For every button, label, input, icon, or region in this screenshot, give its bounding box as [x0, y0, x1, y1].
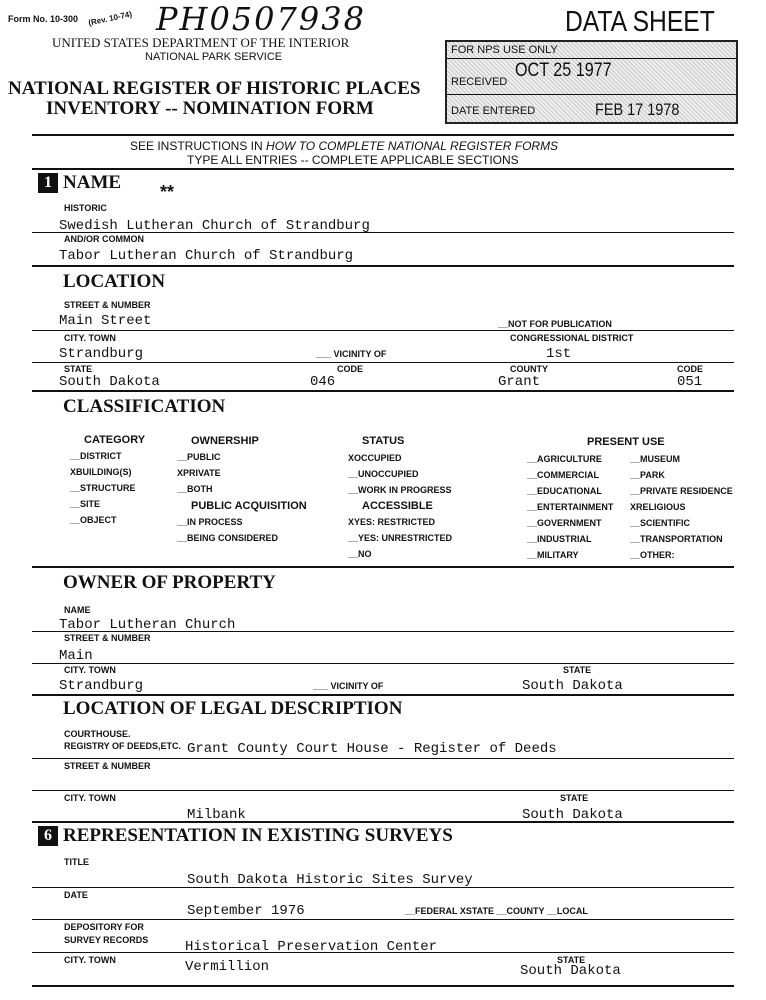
state-value: South Dakota: [59, 374, 160, 390]
instructions-line1: [130, 139, 558, 153]
rule: [32, 168, 734, 170]
status-option: __UNOCCUPIED: [348, 469, 419, 479]
rule: [32, 566, 734, 568]
form-revision: (Rev. 10-74): [87, 9, 133, 28]
survey-title-value: South Dakota Historic Sites Survey: [187, 872, 473, 888]
received-date-stamp: OCT 25 1977: [515, 60, 612, 81]
rule: [32, 919, 734, 920]
county-label: COUNTY: [510, 364, 548, 374]
legal-state-value: South Dakota: [522, 807, 623, 823]
street-value: Main Street: [59, 313, 152, 329]
owner-state-value: South Dakota: [522, 678, 623, 694]
historic-name-value: Swedish Lutheran Church of Strandburg: [59, 218, 370, 234]
category-heading: CATEGORY: [84, 434, 146, 446]
present-use-option: __AGRICULTURE: [527, 454, 602, 464]
status-list: [348, 453, 452, 501]
form-title-line2: INVENTORY -- NOMINATION FORM: [46, 98, 374, 119]
ownership-option: XPRIVATE: [177, 468, 221, 478]
present-use-list-right: [630, 454, 733, 566]
rule: [32, 265, 734, 267]
category-option: __SITE: [70, 499, 101, 509]
owner-city-value: Strandburg: [59, 678, 144, 694]
accessible-option: __YES: UNRESTRICTED: [348, 533, 453, 543]
instructions-reference: HOW TO COMPLETE NATIONAL REGISTER FORMS: [266, 139, 559, 153]
common-name-label: AND/OR COMMON: [64, 234, 144, 244]
section-number-1: 1: [38, 173, 58, 193]
category-option: __OBJECT: [70, 515, 117, 525]
owner-state-label: STATE: [563, 665, 592, 675]
accessible-list: [348, 517, 452, 565]
historic-label: HISTORIC: [64, 203, 107, 213]
rule: [32, 758, 734, 759]
legal-city-value: Milbank: [187, 807, 246, 823]
rule: [32, 952, 734, 953]
nps-use-box: [445, 40, 738, 124]
category-option: __STRUCTURE: [70, 483, 136, 493]
state-code-label: CODE: [337, 364, 364, 374]
form-title-line1: NATIONAL REGISTER OF HISTORIC PLACES: [8, 78, 421, 99]
rule: [32, 887, 734, 888]
survey-level-options: __FEDERAL XSTATE __COUNTY __LOCAL: [405, 906, 588, 916]
owner-name-label: NAME: [64, 605, 91, 615]
nps-divider-2: [447, 94, 736, 95]
instructions-line2: TYPE ALL ENTRIES -- COMPLETE APPLICABLE SECTIONS: [187, 153, 519, 167]
present-use-heading: PRESENT USE: [587, 436, 665, 448]
present-use-option: __MUSEUM: [630, 454, 681, 464]
present-use-option: __PRIVATE RESIDENCE: [630, 486, 733, 496]
ownership-option: __PUBLIC: [177, 452, 221, 462]
rule: [32, 985, 734, 987]
survey-title-label: TITLE: [64, 857, 89, 867]
present-use-option: __EDUCATIONAL: [527, 486, 602, 496]
survey-date-value: September 1976: [187, 903, 305, 919]
status-option: XOCCUPIED: [348, 453, 402, 463]
section-title-owner: OWNER OF PROPERTY: [63, 572, 276, 593]
status-heading: STATUS: [362, 435, 405, 447]
present-use-option: __SCIENTIFIC: [630, 518, 691, 528]
rule: [32, 821, 734, 823]
ownership-heading: OWNERSHIP: [191, 435, 259, 447]
owner-street-value: Main: [59, 648, 93, 664]
category-option: __DISTRICT: [70, 451, 122, 461]
owner-vicinity-of: ___ VICINITY OF: [313, 681, 384, 691]
survey-state-value: South Dakota: [520, 963, 621, 979]
owner-city-label: CITY. TOWN: [64, 665, 116, 675]
rule: [32, 232, 734, 233]
section-title-surveys: REPRESENTATION IN EXISTING SURVEYS: [63, 825, 453, 846]
acquisition-list: [177, 517, 278, 549]
courthouse-label: COURTHOUSE.: [64, 729, 131, 739]
city-value: Strandburg: [59, 346, 144, 362]
state-label: STATE: [64, 364, 93, 374]
owner-name-value: Tabor Lutheran Church: [59, 617, 236, 633]
rule: [32, 134, 734, 136]
survey-date-label: DATE: [64, 890, 88, 900]
nps-use-label: FOR NPS USE ONLY: [451, 44, 558, 56]
accessible-option: XYES: RESTRICTED: [348, 517, 436, 527]
congressional-district-value: 1st: [546, 346, 572, 362]
service-name: NATIONAL PARK SERVICE: [145, 51, 283, 63]
survey-city-label: CITY. TOWN: [64, 955, 116, 965]
acquisition-option: __IN PROCESS: [177, 517, 243, 527]
registry-label: REGISTRY OF DEEDS,ETC.: [64, 741, 182, 751]
rule: [32, 390, 734, 392]
county-code-value: 051: [677, 374, 703, 390]
rule: [32, 631, 734, 632]
common-name-value: Tabor Lutheran Church of Strandburg: [59, 248, 354, 264]
present-use-option: __ENTERTAINMENT: [527, 502, 614, 512]
county-code-label: CODE: [677, 364, 704, 374]
not-for-publication: __NOT FOR PUBLICATION: [498, 319, 612, 329]
date-entered-label: DATE ENTERED: [451, 105, 536, 117]
section-title-legal-description: LOCATION OF LEGAL DESCRIPTION: [63, 698, 403, 719]
present-use-option: __GOVERNMENT: [527, 518, 602, 528]
form-number: Form No. 10-300: [8, 14, 79, 24]
present-use-option: __TRANSPORTATION: [630, 534, 723, 544]
status-option: __WORK IN PROGRESS: [348, 485, 452, 495]
date-entered-stamp: FEB 17 1978: [595, 100, 680, 119]
nps-divider: [447, 58, 736, 59]
section-title-classification: CLASSIFICATION: [63, 396, 226, 417]
received-label: RECEIVED: [451, 76, 508, 88]
street-label: STREET & NUMBER: [64, 300, 151, 310]
survey-city-value: Vermillion: [185, 959, 270, 975]
rule: [32, 362, 734, 363]
category-list: [70, 451, 136, 531]
present-use-list-left: [527, 454, 613, 566]
ownership-list: [177, 452, 221, 500]
acquisition-option: __BEING CONSIDERED: [177, 533, 279, 543]
rule: [32, 663, 734, 664]
section-number-6: 6: [38, 826, 58, 846]
present-use-option: __MILITARY: [527, 550, 579, 560]
data-sheet-heading: DATA SHEET: [565, 6, 715, 38]
present-use-option: __INDUSTRIAL: [527, 534, 592, 544]
city-label: CITY. TOWN: [64, 333, 116, 343]
department-name: UNITED STATES DEPARTMENT OF THE INTERIOR: [52, 35, 350, 50]
congressional-district-label: CONGRESSIONAL DISTRICT: [510, 333, 634, 343]
owner-street-label: STREET & NUMBER: [64, 633, 151, 643]
county-value: Grant: [498, 374, 541, 390]
courthouse-value: Grant County Court House - Register of Deeds: [187, 741, 557, 757]
rule: [32, 694, 734, 696]
present-use-option: XRELIGIOUS: [630, 502, 686, 512]
state-code-value: 046: [310, 374, 336, 390]
rule: [32, 330, 734, 331]
present-use-option: __COMMERCIAL: [527, 470, 600, 480]
rule: [32, 790, 734, 791]
depository-label-line1: DEPOSITORY FOR: [64, 922, 144, 932]
section-title-location: LOCATION: [63, 271, 166, 292]
legal-city-label: CITY. TOWN: [64, 793, 116, 803]
present-use-option: __PARK: [630, 470, 665, 480]
handwritten-reference-number: PH0507938: [156, 0, 366, 38]
ownership-option: __BOTH: [177, 484, 213, 494]
depository-label-line2: SURVEY RECORDS: [64, 935, 149, 945]
accessible-heading: ACCESSIBLE: [362, 500, 433, 512]
section-title-name: NAME: [63, 172, 122, 193]
depository-value: Historical Preservation Center: [185, 939, 438, 955]
accessible-option: __NO: [348, 549, 372, 559]
vicinity-of: ___ VICINITY OF: [316, 349, 387, 359]
instructions-prefix: SEE INSTRUCTIONS IN: [130, 139, 263, 153]
public-acquisition-heading: PUBLIC ACQUISITION: [191, 500, 307, 512]
category-option: XBUILDING(S): [70, 467, 132, 477]
handwritten-asterisks: **: [160, 182, 175, 202]
legal-state-label: STATE: [560, 793, 589, 803]
survey-state-label: STATE: [557, 955, 586, 965]
legal-street-label: STREET & NUMBER: [64, 761, 151, 771]
present-use-option: __OTHER:: [630, 550, 675, 560]
